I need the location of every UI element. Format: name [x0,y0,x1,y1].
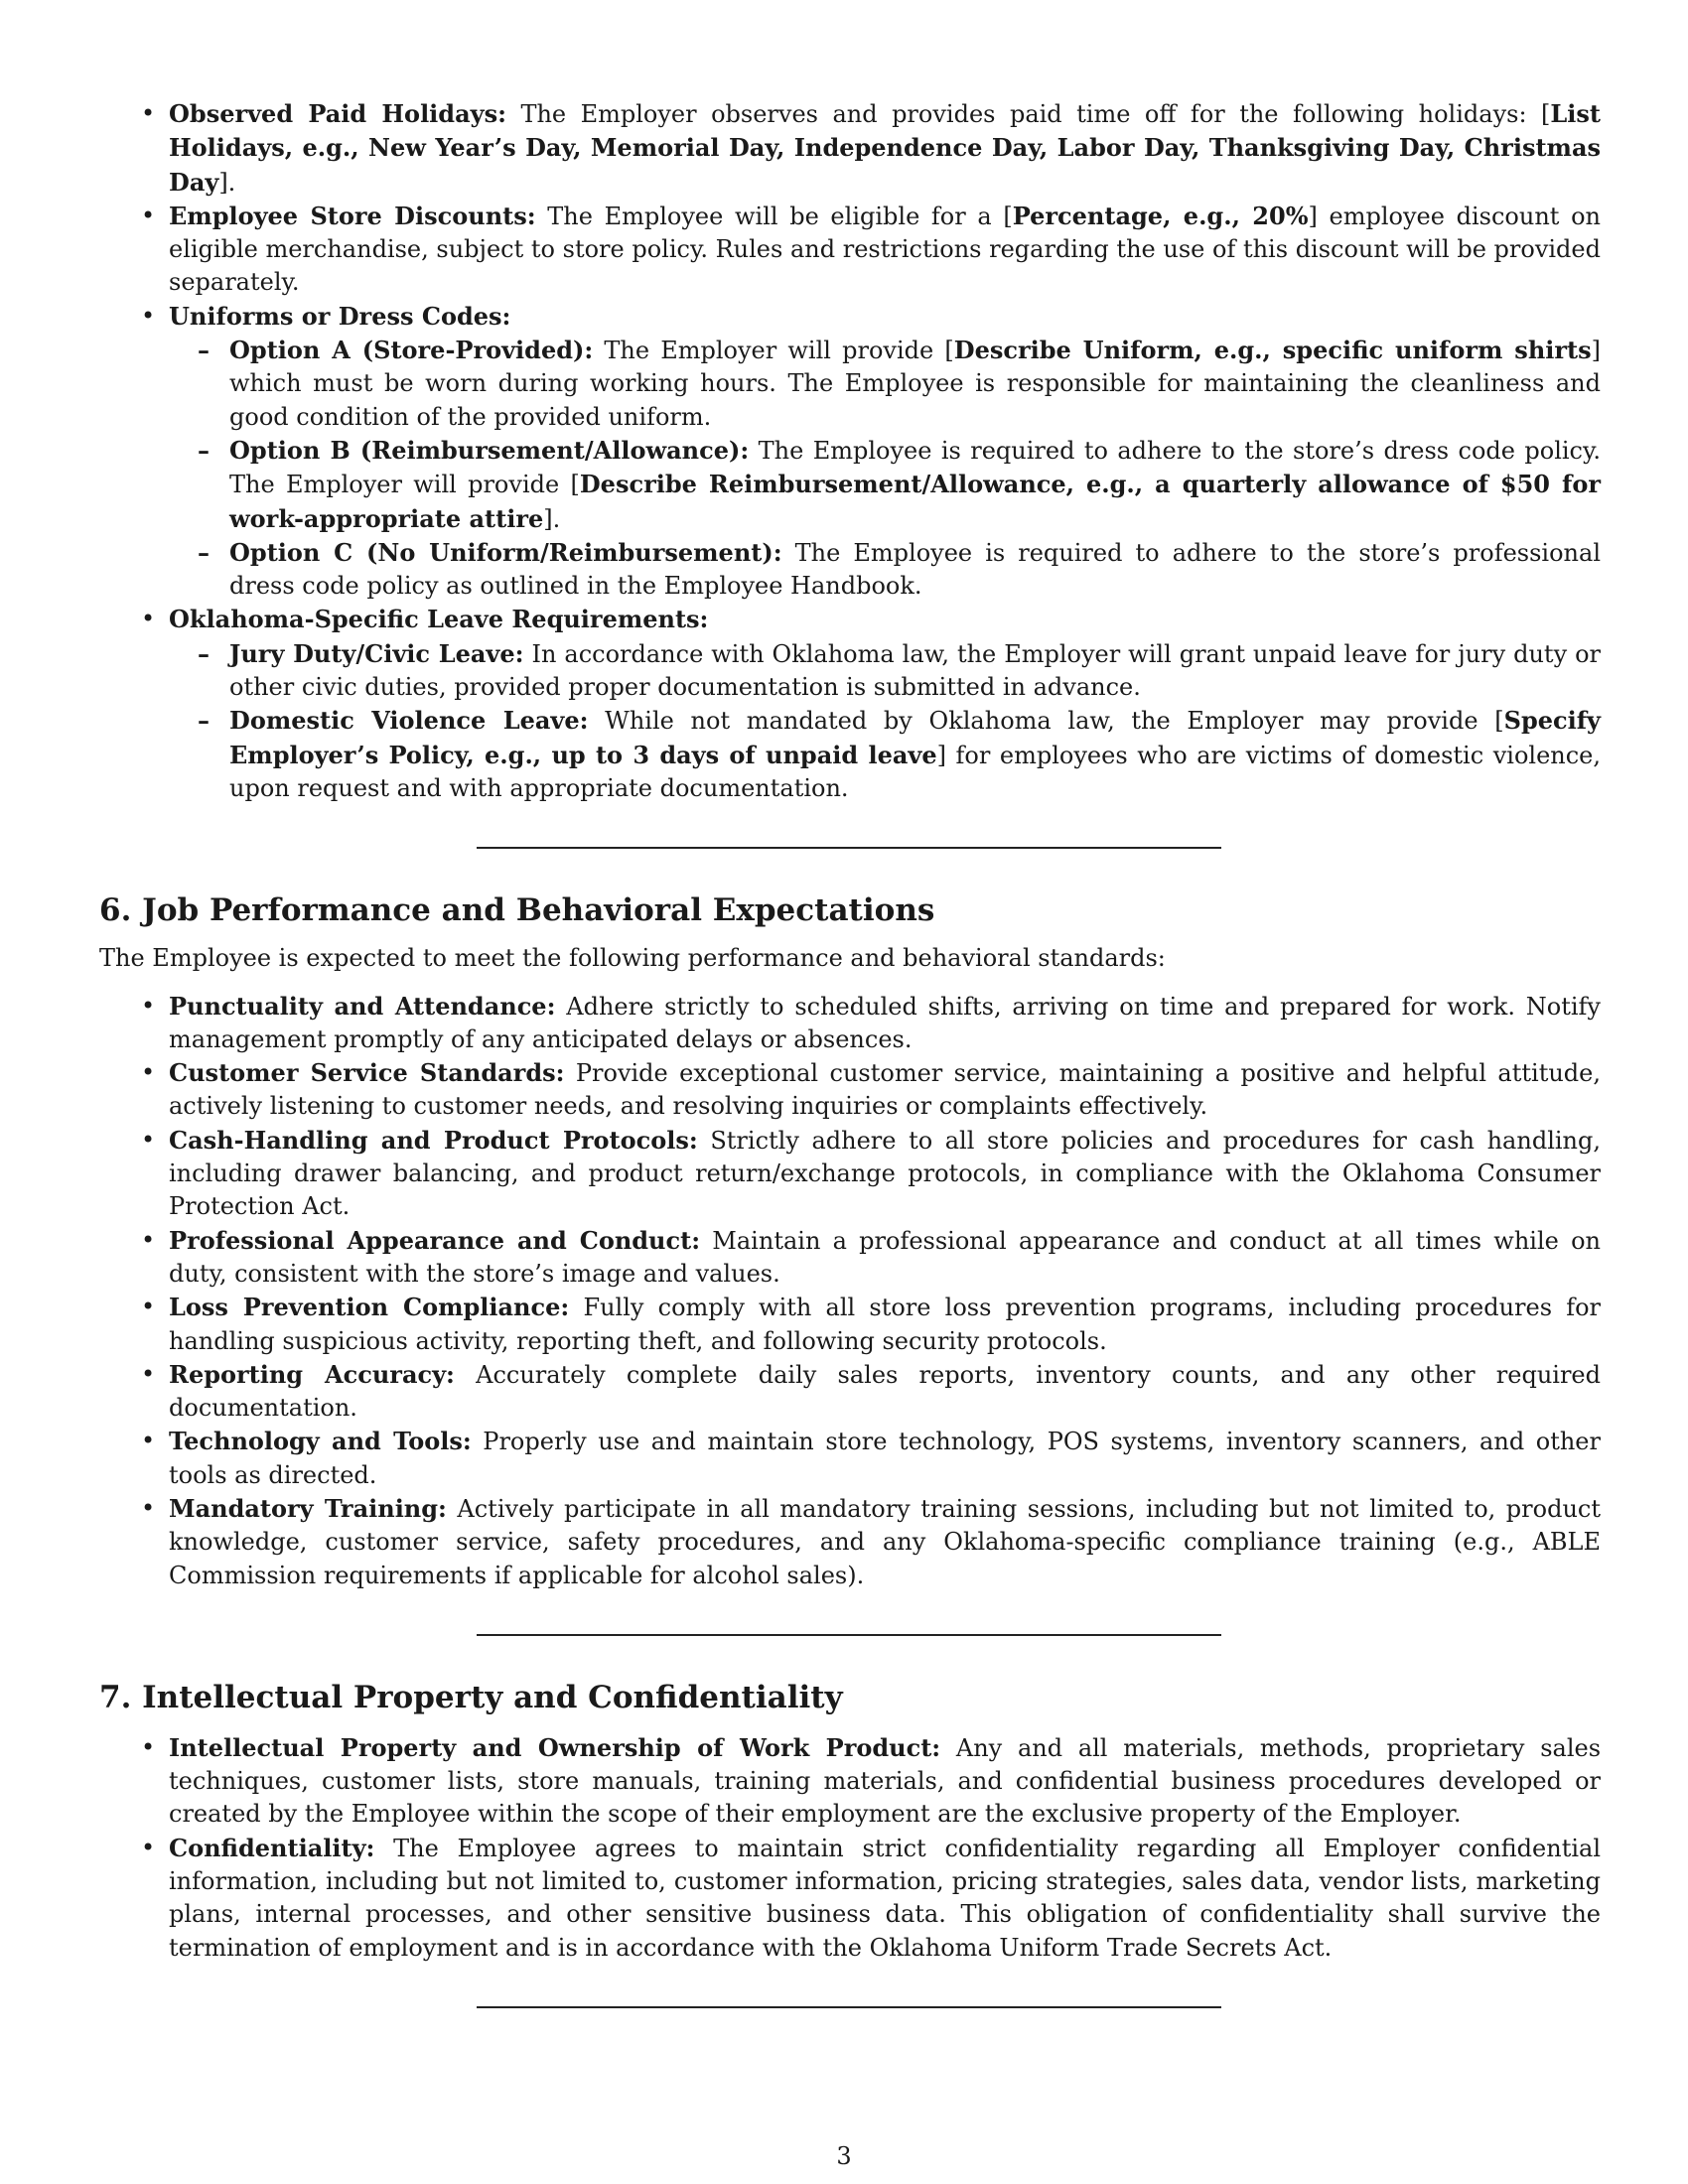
item-label: Uniforms or Dress Codes: [169,301,511,331]
section-6-heading: 6. Job Performance and Behavioral Expectations [99,892,935,929]
list-item: • Professional Appearance and Conduct: Maintain a professional appearance and conduct at all times while on duty, consistent with the store’s image and values. [169,1224,1601,1292]
page-number: 3 [836,2142,852,2170]
item-label: Observed Paid Holidays: [169,99,506,128]
list-item: • Reporting Accuracy: Accurately complete daily sales reports, inventory counts, and any other required documentation. [169,1358,1601,1426]
item-label: Employee Store Discounts: [169,201,536,230]
item-label: Punctuality and Attendance: [169,991,556,1021]
document-page [99,97,1601,2008]
item-label: Technology and Tools: [169,1427,472,1456]
list-item: • Customer Service Standards: Provide exceptional customer service, maintaining a positive and helpful attitude, actively listening to customer needs, and resolving inquiries or complaints effectively. [169,1056,1601,1124]
list-item-discounts: • Employee Store Discounts: The Employee will be eligible for a [Percentage, e.g., 20%] employee discount on eligible merchandise, subject to store policy. Rules and restrictions regarding the use of this discount will be provided separately. [169,200,1601,300]
section-divider [477,2006,1221,2008]
sub-item-option-b: – Option B (Reimbursement/Allowance): The Employee is required to adhere to the store’s dress code policy. The Employer will provide [Describe Reimbursement/Allowance, e.g., a quarterly allowance of $50 for work-appropriate attire]. [229,434,1601,536]
list-item: • Mandatory Training: Actively participate in all mandatory training sessions, including but not limited to, product knowledge, customer service, safety procedures, and any Oklahoma-specific compliance training (e.g., ABLE Commission requirements if applicable for alcohol sales). [169,1492,1601,1592]
sub-item-jury-duty: – Jury Duty/Civic Leave: In accordance with Oklahoma law, the Employer will grant unpaid leave for jury duty or other civic duties, provided proper documentation is submitted in advance. [229,637,1601,705]
item-label: Option C (No Uniform/Reimbursement): [229,537,782,567]
list-item-holidays: • Observed Paid Holidays: The Employer observes and provides paid time off for the following holidays: [List Holidays, e.g., New Year’s Day, Memorial Day, Independence Day, Labor Day, Thanksgiving Day, Christmas Day]. [169,97,1601,200]
list-item-leave [169,603,1601,805]
list-item: • Technology and Tools: Properly use and maintain store technology, POS systems, inventory scanners, and other tools as directed. [169,1425,1601,1492]
ip-confidentiality-list [99,1731,1601,1965]
item-label: Oklahoma-Specific Leave Requirements: [169,605,709,634]
sub-item-option-a: – Option A (Store-Provided): The Employer will provide [Describe Uniform, e.g., specific uniform shirts] which must be worn during working hours. The Employee is responsible for maintaining the cleanliness and good condition of the provided uniform. [229,334,1601,434]
item-label: Customer Service Standards: [169,1058,565,1088]
list-item: • Cash-Handling and Product Protocols: Strictly adhere to all store policies and procedures for cash handling, including drawer balancing, and product return/exchange protocols, in compliance with the Oklahoma Consumer Protection Act. [169,1124,1601,1224]
placeholder-text: Describe Uniform, e.g., specific uniform shirts [953,336,1592,365]
item-label: Option B (Reimbursement/Allowance): [229,435,750,465]
sub-item-domestic-violence: – Domestic Violence Leave: While not mandated by Oklahoma law, the Employer may provide [Specify Employer’s Policy, e.g., up to 3 days of unpaid leave] for employees who are victims of domestic violence, upon request and with appropriate documentation. [229,704,1601,805]
item-label: Cash-Handling and Product Protocols: [169,1125,698,1155]
section-divider [477,1634,1221,1636]
placeholder-text: Describe Reimbursement/Allowance, e.g., a quarterly allowance of $50 for work-appropriate attire [229,470,1602,533]
placeholder-text: List Holidays, e.g., New Year’s Day, Memorial Day, Independence Day, Labor Day, Thanksgiving Day, Christmas Day [169,99,1601,197]
list-item: • Punctuality and Attendance: Adhere strictly to scheduled shifts, arriving on time and prepared for work. Notify management promptly of any anticipated delays or absences. [169,990,1601,1057]
list-item: • Confidentiality: The Employee agrees to maintain strict confidentiality regarding all Employer confidential information, including but not limited to, customer information, pricing strategies, sales data, vendor lists, marketing plans, internal processes, and other sensitive business data. This obligation of confidentiality shall survive the termination of employment and is in accordance with the Oklahoma Uniform Trade Secrets Act. [169,1832,1601,1965]
uniform-options-list [169,334,1601,603]
item-label: Confidentiality: [169,1833,375,1862]
placeholder-text: Percentage, e.g., 20% [1012,201,1309,230]
benefits-list [99,97,1601,805]
sub-item-option-c: – Option C (No Uniform/Reimbursement): The Employee is required to adhere to the store’s professional dress code policy as outlined in the Employee Handbook. [229,536,1601,604]
item-label: Professional Appearance and Conduct: [169,1225,701,1255]
placeholder-text: Specify Employer’s Policy, e.g., up to 3 days of unpaid leave [229,706,1601,769]
section-6-intro: The Employee is expected to meet the following performance and behavioral standards: [99,944,1166,973]
item-label: Option A (Store-Provided): [229,336,594,365]
list-item-uniforms [169,300,1601,604]
item-label: Loss Prevention Compliance: [169,1293,570,1322]
item-label: Intellectual Property and Ownership of Work Product: [169,1732,941,1762]
item-label: Reporting Accuracy: [169,1359,455,1389]
list-item: • Loss Prevention Compliance: Fully comply with all store loss prevention programs, including procedures for handling suspicious activity, reporting theft, and following security protocols. [169,1291,1601,1358]
section-divider [477,847,1221,849]
item-label: Jury Duty/Civic Leave: [229,638,524,668]
section-7-heading: 7. Intellectual Property and Confidentiality [99,1679,843,1715]
list-item: • Intellectual Property and Ownership of Work Product: Any and all materials, methods, proprietary sales techniques, customer lists, store manuals, training materials, and confidential business procedures developed or created by the Employee within the scope of their employment are the exclusive property of the Employer. [169,1731,1601,1832]
leave-list [169,637,1601,805]
performance-list [99,990,1601,1592]
item-label: Domestic Violence Leave: [229,706,589,736]
item-label: Mandatory Training: [169,1493,447,1523]
